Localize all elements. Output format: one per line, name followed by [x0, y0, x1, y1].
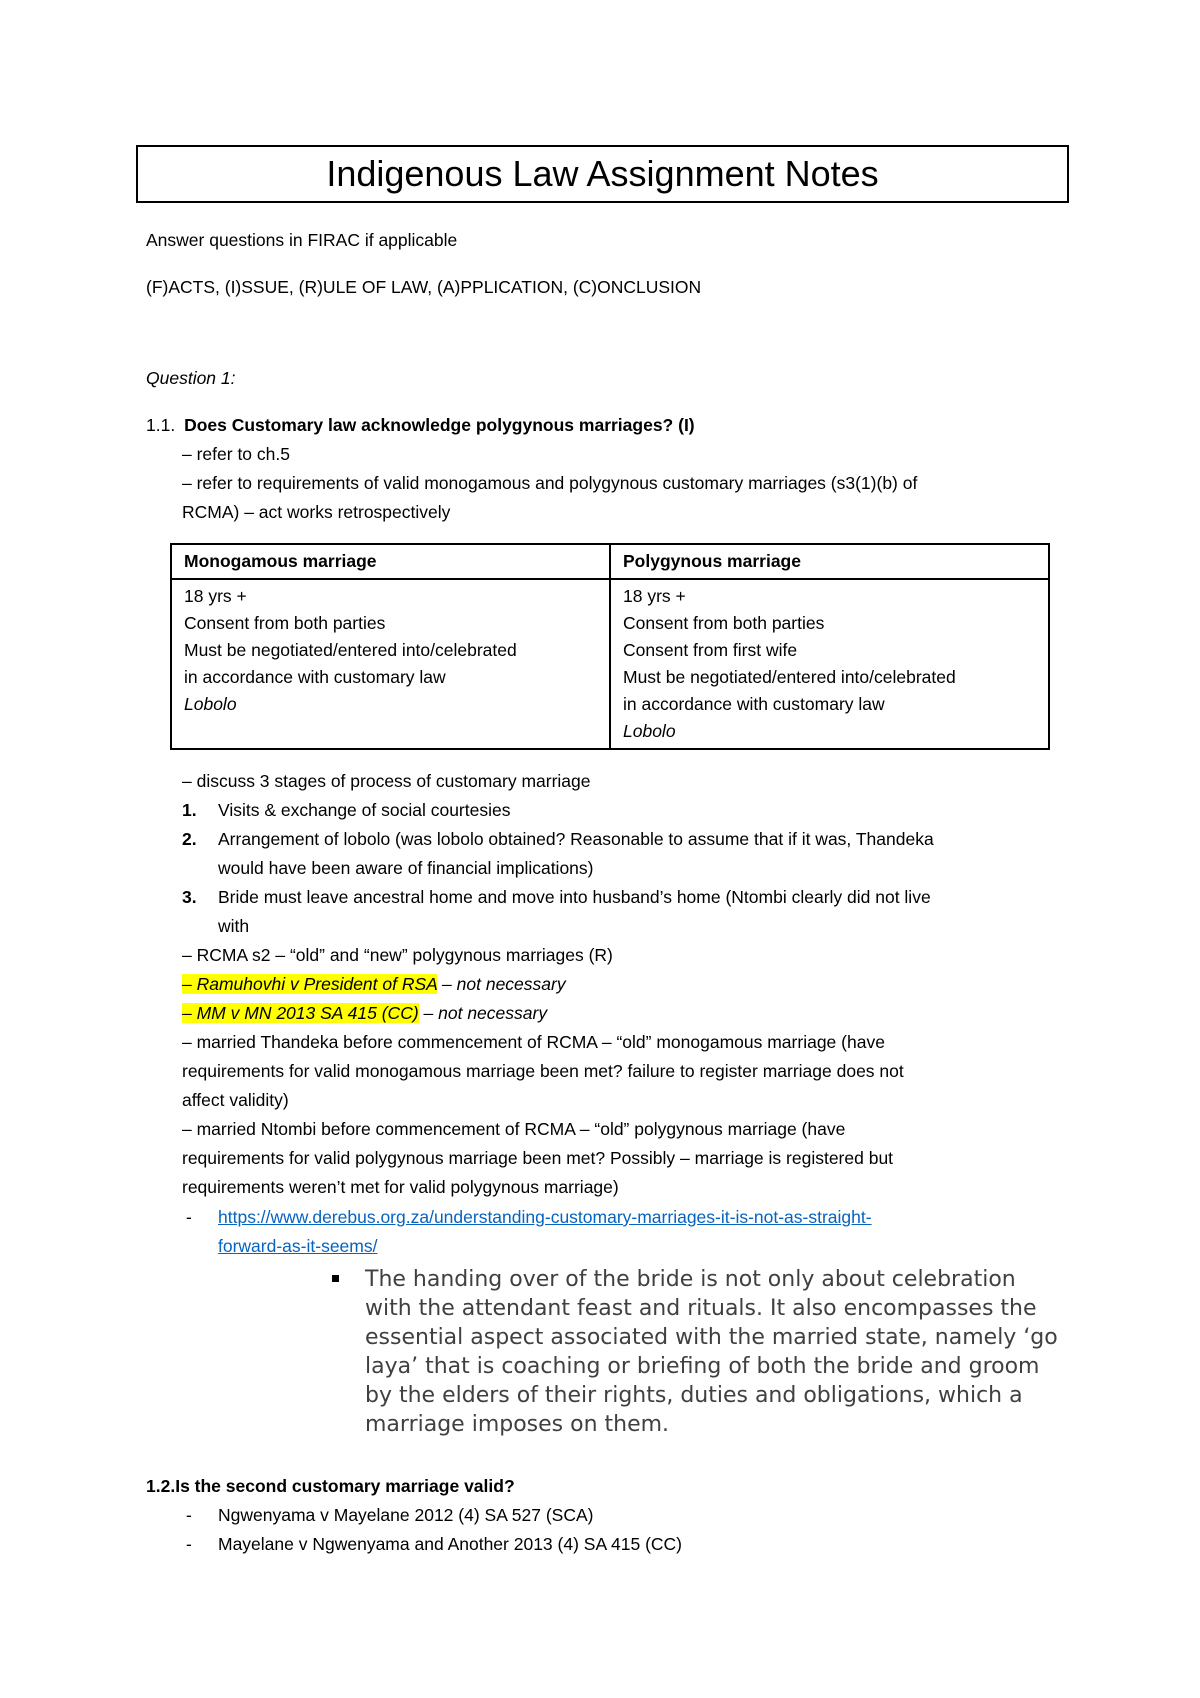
question-1-1: [146, 417, 695, 435]
stage-number: 2.: [182, 829, 197, 849]
derebus-link-line-1[interactable]: https://www.derebus.org.za/understanding-customary-marriages-it-is-not-as-straight-: [218, 1207, 872, 1227]
requirement-line: in accordance with customary law: [184, 667, 446, 687]
table-header-row: [171, 544, 1049, 579]
derebus-quote: The handing over of the bride is not only about celebration with the attendant feast and rituals. It also encompasses the essential aspect associated with the married state, namely ‘go laya’ that is coaching or briefing of both the bride and groom by the elders of their rights, duties and obligations, which a marriage imposes on them.: [365, 1267, 1058, 1437]
ntombi-line: requirements for valid polygynous marriage been met? Possibly – marriage is registered but: [182, 1148, 894, 1168]
stage-number: 3.: [182, 887, 197, 907]
requirement-line: Lobolo: [184, 694, 237, 714]
derebus-link-cont[interactable]: [218, 1238, 377, 1256]
document-title-box: [136, 145, 1069, 203]
ntombi-line: requirements weren’t met for valid polygynous marriage): [182, 1177, 619, 1197]
question-1-1-text: Does Customary law acknowledge polygynous marriages? (I): [184, 415, 695, 435]
case-item: Ngwenyama v Mayelane 2012 (4) SA 527 (SCA): [218, 1505, 594, 1525]
note-line: – refer to requirements of valid monogamous and polygynous customary marriages (s3(1)(b) of: [182, 473, 918, 493]
table-row: [171, 579, 1049, 749]
question-1-heading: Question 1:: [146, 368, 236, 388]
case-highlight: – MM v MN 2013 SA 415 (CC): [182, 1003, 419, 1023]
list-dash: -: [186, 1505, 192, 1525]
requirement-line: Consent from both parties: [184, 613, 386, 633]
stage-text: Bride must leave ancestral home and move into husband’s home (Ntombi clearly did not live: [218, 887, 931, 907]
stage-text: with: [218, 916, 250, 936]
square-bullet-icon: [332, 1275, 339, 1282]
stage-text: would have been aware of financial implications): [218, 858, 594, 878]
case-item: Mayelane v Ngwenyama and Another 2013 (4) SA 415 (CC): [218, 1534, 683, 1554]
document-title: Indigenous Law Assignment Notes: [326, 153, 879, 194]
stage-text: Visits & exchange of social courtesies: [218, 800, 511, 820]
rcma-line: – RCMA s2 – “old” and “new” polygynous marriages (R): [182, 945, 613, 965]
requirement-line: Must be negotiated/entered into/celebrated: [623, 667, 956, 687]
table-header-polygynous: Polygynous marriage: [610, 544, 1049, 579]
stage-text: Arrangement of lobolo (was lobolo obtained? Reasonable to assume that if it was, Thandeka: [218, 829, 934, 849]
stage-number: 1.: [182, 800, 197, 820]
stages-intro: – discuss 3 stages of process of customary marriage: [182, 771, 591, 791]
case-name: MM v MN 2013 SA 415 (CC): [196, 1003, 419, 1023]
intro-line-1: Answer questions in FIRAC if applicable: [146, 230, 458, 250]
derebus-link-line-2[interactable]: forward-as-it-seems/: [218, 1236, 378, 1256]
thandeka-line: affect validity): [182, 1090, 289, 1110]
question-1-2: [146, 1478, 515, 1496]
question-1-2-number: 1.2.: [146, 1476, 176, 1496]
requirement-line: in accordance with customary law: [623, 694, 885, 714]
marriage-requirements-table: [170, 543, 1050, 750]
thandeka-line: requirements for valid monogamous marriage been met? failure to register marriage does not: [182, 1061, 904, 1081]
question-1-1-number: 1.1.: [146, 415, 176, 435]
requirement-line: 18 yrs +: [623, 586, 686, 606]
case-line-ramuhovhi: [182, 976, 566, 994]
requirement-line: 18 yrs +: [184, 586, 247, 606]
polygynous-requirements-cell: [610, 579, 1049, 749]
note-line: – refer to ch.5: [182, 444, 290, 464]
case-note: – not necessary: [437, 974, 566, 994]
derebus-link[interactable]: [218, 1209, 872, 1227]
case-name: Ramuhovhi v President of RSA: [196, 974, 438, 994]
requirement-line: Lobolo: [623, 721, 676, 741]
monogamous-requirements-cell: [171, 579, 610, 749]
intro-line-2: (F)ACTS, (I)SSUE, (R)ULE OF LAW, (A)PPLICATION, (C)ONCLUSION: [146, 277, 702, 297]
note-line: RCMA) – act works retrospectively: [182, 502, 451, 522]
link-dash: -: [186, 1207, 192, 1227]
requirement-line: Consent from first wife: [623, 640, 798, 660]
list-dash: -: [186, 1534, 192, 1554]
question-1-2-text: Is the second customary marriage valid?: [175, 1476, 515, 1496]
ntombi-line: – married Ntombi before commencement of RCMA – “old” polygynous marriage (have: [182, 1119, 846, 1139]
case-note: – not necessary: [418, 1003, 548, 1023]
requirement-line: Must be negotiated/entered into/celebrated: [184, 640, 517, 660]
case-line-mm-v-mn: [182, 1005, 547, 1023]
requirement-line: Consent from both parties: [623, 613, 825, 633]
table-header-monogamous: Monogamous marriage: [171, 544, 610, 579]
thandeka-line: – married Thandeka before commencement of RCMA – “old” monogamous marriage (have: [182, 1032, 885, 1052]
case-highlight: – Ramuhovhi v President of RSA: [182, 974, 438, 994]
